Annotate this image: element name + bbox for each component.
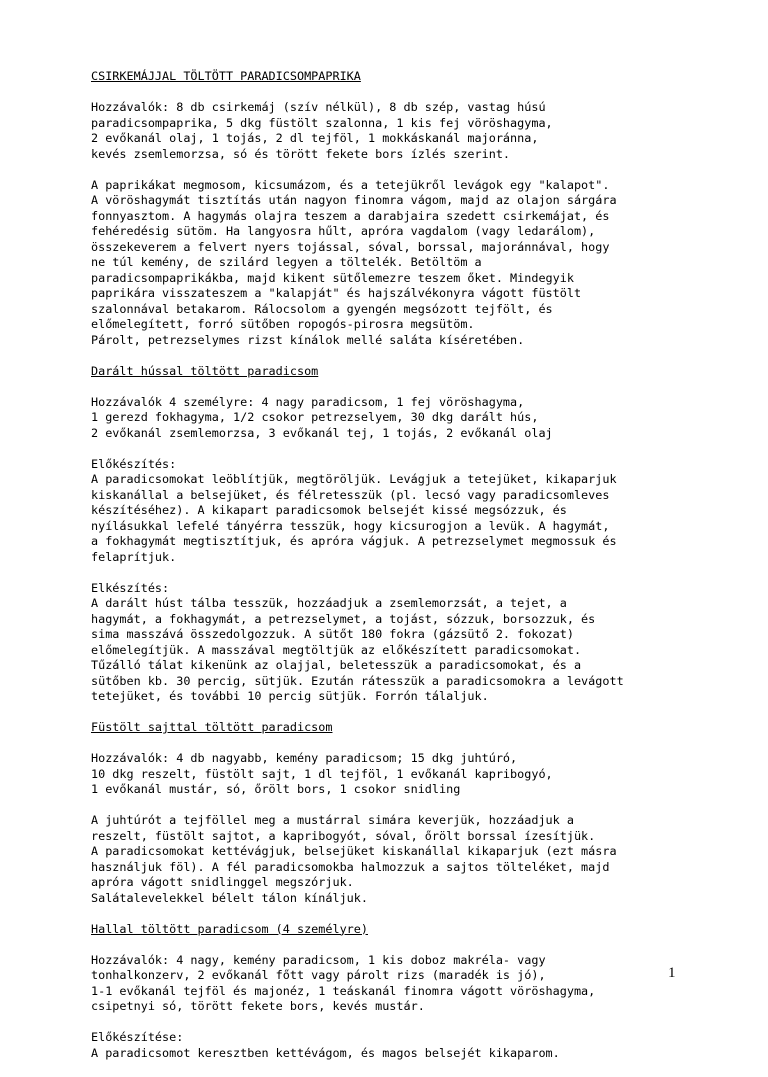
text-line: A vöröshagymát tisztítás után nagyon finomra vágom, majd az olajon sárgára	[91, 193, 617, 207]
page-number: 1	[668, 965, 676, 981]
blank-line	[91, 441, 731, 457]
text-line: Hozzávalók: 4 nagy, kemény paradicsom, 1 kis doboz makréla- vagy	[91, 952, 546, 967]
text-line: 1 gerezd fokhagyma, 1/2 csokor petrezselyem, 30 dkg darált hús,	[91, 410, 539, 424]
blank-line	[91, 348, 731, 364]
text-line: tonhalkonzerv, 2 evőkanál főtt vagy párolt rizs (maradék is jó),	[91, 968, 546, 982]
document-body	[91, 69, 731, 1077]
text-line: A paradicsomokat kettévágjuk, belsejüket kiskanállal kikaparjuk (ezt másra	[91, 844, 617, 858]
text-line: felaprítjuk.	[91, 549, 177, 564]
blank-line	[91, 1061, 731, 1077]
text-line: 10 dkg reszelt, füstölt sajt, 1 dl tejföl, 1 evőkanál kapribogyó,	[91, 766, 553, 781]
recipe-title: Füstölt sajttal töltött paradicsom	[91, 720, 333, 734]
text-line: Előkészítése:	[91, 1030, 184, 1044]
blank-line	[91, 85, 731, 101]
blank-line	[91, 906, 731, 922]
text-line: Hozzávalók: 4 db nagyabb, kemény paradicsom; 15 dkg juhtúró,	[91, 751, 518, 765]
text-line: 2 evőkanál olaj, 1 tojás, 2 dl tejföl, 1 mokkáskanál majoránna,	[91, 131, 539, 145]
text-line: készítéséhez). A kikapart paradicsomok belsejét kissé megsózzuk, és	[91, 503, 567, 517]
text-line: sütőben kb. 30 percig, sütjük. Ezután rátesszük a paradicsomokra a levágott	[91, 673, 624, 688]
text-line: paprikára visszateszem a "kalapját" és hajszálvékonyra vágott füstölt	[91, 286, 582, 300]
text-line: fehéredésig sütöm. Ha langyosra hűlt, apróra vagdalom (vagy ledarálom),	[91, 224, 596, 238]
blank-line	[91, 937, 731, 953]
text-line: szalonnával betakarom. Rálocsolom a gyengén megsózott tejfölt, és	[91, 301, 553, 316]
text-line: előmelegített, forró sütőben ropogós-pirosra megsütöm.	[91, 317, 475, 331]
text-line: nyílásukkal lefelé tányérra tesszük, hogy kicsurogjon a levük. A hagymát,	[91, 518, 610, 533]
recipe-title: Darált hússal töltött paradicsom	[91, 363, 319, 378]
text-line: Párolt, petrezselymes rizst kínálok mellé saláta kíséretében.	[91, 332, 525, 347]
text-line: reszelt, füstölt sajtot, a kapribogyót, sóval, őrölt borssal ízesítjük.	[91, 828, 596, 843]
blank-line	[91, 1015, 731, 1031]
text-line: A paradicsomot keresztben kettévágom, és magos belsejét kikaparom.	[91, 1045, 560, 1060]
text-line: Hozzávalók 4 személyre: 4 nagy paradicsom, 1 fej vöröshagyma,	[91, 394, 525, 409]
text-line: kiskanállal a belsejüket, és félretesszük (pl. lecsó vagy paradicsomleves	[91, 487, 610, 502]
text-line: ne túl kemény, de szilárd legyen a töltelék. Betöltöm a	[91, 255, 482, 269]
recipe-title: CSIRKEMÁJJAL TÖLTÖTT PARADICSOMPAPRIKA	[91, 69, 361, 83]
blank-line	[91, 379, 731, 395]
text-line: A paprikákat megmosom, kicsumázom, és a tetejükről levágok egy "kalapot".	[91, 177, 610, 192]
blank-line	[91, 162, 731, 178]
text-line: paradicsompaprika, 5 dkg füstölt szalonna, 1 kis fej vöröshagyma,	[91, 115, 553, 130]
text-line: 1-1 evőkanál tejföl és majonéz, 1 teáskanál finomra vágott vöröshagyma,	[91, 983, 596, 998]
text-line: A paradicsomokat leöblítjük, megtöröljük. Levágjuk a tetejüket, kikaparjuk	[91, 472, 617, 486]
text-line: hagymát, a fokhagymát, a petrezselymet, a tojást, sózzuk, borsozzuk, és	[91, 611, 596, 626]
blank-line	[91, 705, 731, 721]
text-line: Salátalevelekkel bélelt tálon kínáljuk.	[91, 890, 368, 905]
text-line: 1 evőkanál mustár, só, őrölt bors, 1 csokor snidling	[91, 782, 461, 796]
text-line: A juhtúrót a tejföllel meg a mustárral simára keverjük, hozzáadjuk a	[91, 813, 574, 827]
text-line: fonnyasztom. A hagymás olajra teszem a darabjaira szedett csirkemájat, és	[91, 208, 610, 223]
text-line: Előkészítés:	[91, 456, 177, 471]
text-line: a fokhagymát megtisztítjuk, és apróra vágjuk. A petrezselymet megmossuk és	[91, 534, 617, 548]
blank-line	[91, 565, 731, 581]
text-line: Tűzálló tálat kikenünk az olajjal, beletesszük a paradicsomokat, és a	[91, 658, 582, 672]
recipe-title: Hallal töltött paradicsom (4 személyre)	[91, 921, 368, 936]
text-line: A darált húst tálba tesszük, hozzáadjuk a zsemlemorzsát, a tejet, a	[91, 596, 567, 610]
text-line: kevés zsemlemorzsa, só és törött fekete bors ízlés szerint.	[91, 146, 511, 161]
text-line: használjuk föl). A fél paradicsomokba halmozzuk a sajtos tölteléket, majd	[91, 859, 610, 874]
text-line: paradicsompaprikákba, majd kikent sütőlemezre teszem őket. Mindegyik	[91, 270, 574, 285]
text-line: előmelegítjük. A masszával megtöltjük az előkészített paradicsomokat.	[91, 642, 582, 657]
text-line: Elkészítés:	[91, 580, 170, 595]
text-line: tetejüket, és további 10 percig sütjük. Forrón tálaljuk.	[91, 689, 489, 703]
blank-line	[91, 798, 731, 814]
text-line: 2 evőkanál zsemlemorzsa, 3 evőkanál tej, 1 tojás, 2 evőkanál olaj	[91, 425, 553, 440]
blank-line	[91, 736, 731, 752]
text-line: sima masszává összedolgozzuk. A sütőt 180 fokra (gázsütő 2. fokozat)	[91, 627, 574, 641]
text-line: csipetnyi só, törött fekete bors, kevés mustár.	[91, 999, 425, 1013]
text-line: összekeverem a felvert nyers tojással, sóval, borssal, majoránnával, hogy	[91, 239, 610, 254]
text-line: Hozzávalók: 8 db csirkemáj (szív nélkül), 8 db szép, vastag húsú	[91, 100, 546, 114]
text-line: apróra vágott snidlinggel megszórjuk.	[91, 875, 354, 889]
